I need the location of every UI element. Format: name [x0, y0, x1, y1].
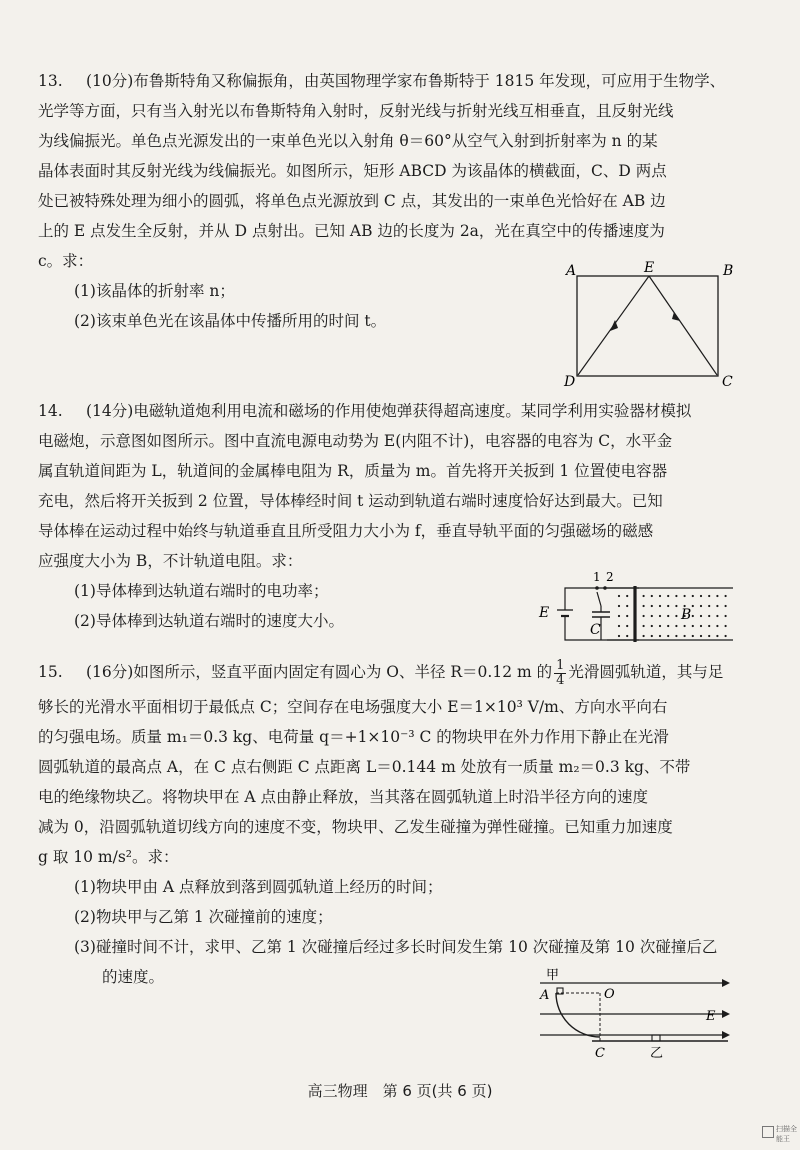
q15-line-1: 够长的光滑水平面相切于最低点 C；空间存在电场强度大小 E＝1×10³ V/m、方向水平向右: [38, 698, 668, 716]
field-dot: [716, 605, 718, 607]
q15-sub-1: (1)物块甲由 A 点释放到落到圆弧轨道上经历的时间；: [74, 878, 443, 896]
q14-line-1: 电磁炮，示意图如图所示。图中直流电源电动势为 E(内阻不计)，电容器的电容为 C，水平金: [38, 432, 673, 450]
field-dot: [716, 595, 718, 597]
rect-abcd: [577, 276, 718, 376]
field-dot: [659, 605, 661, 607]
field-dot: [618, 595, 620, 597]
label-yi: 乙: [650, 1046, 664, 1061]
scanner-watermark: 扫描全能王: [776, 1125, 797, 1143]
field-arrow-2: [722, 1010, 730, 1018]
label-a: A: [540, 988, 550, 1003]
label-a: A: [566, 263, 577, 279]
q13-line-1: 光学等方面，只有当入射光以布鲁斯特角入射时，反射光线与折射光线互相垂直，且反射光线: [38, 102, 674, 120]
field-dot: [684, 625, 686, 627]
field-dot: [651, 605, 653, 607]
q13-line-0: 13. (10分)布鲁斯特角又称偏振角，由英国物理学家布鲁斯特于 1815 年发现，可应用于生物学、: [38, 66, 773, 96]
field-dot: [725, 635, 727, 637]
field-dot: [618, 625, 620, 627]
field-dot: [700, 615, 702, 617]
field-dot: [667, 635, 669, 637]
field-dot: [684, 595, 686, 597]
q15-line-2: 的匀强电场。质量 m₁＝0.3 kg、电荷量 q＝+1×10⁻³ C 的物块甲在外力作用下静止在光滑: [38, 728, 669, 746]
arc-track: [556, 993, 600, 1037]
label-jia: 甲: [546, 968, 560, 983]
switch-contact-1: [595, 586, 599, 590]
q14-sub-2: (2)导体棒到达轨道右端时的速度大小。: [74, 612, 344, 630]
field-dot: [626, 625, 628, 627]
block-yi: [652, 1035, 660, 1041]
q15-line-4: 电的绝缘物块乙。将物块甲在 A 点由静止释放，当其落在圆弧轨道上时沿半径方向的速度: [38, 788, 649, 806]
field-dot: [651, 635, 653, 637]
label-e-field: E: [706, 1009, 716, 1024]
q14-number: 14.: [38, 402, 63, 420]
field-dot: [675, 595, 677, 597]
q15-sub-3a: (3)碰撞时间不计，求甲、乙第 1 次碰撞后经过多长时间发生第 10 次碰撞及第 10 次碰撞后乙: [74, 938, 718, 956]
label-field: B: [681, 607, 692, 623]
field-dot: [708, 625, 710, 627]
field-dot: [716, 615, 718, 617]
arrow-up-left: [672, 312, 680, 321]
q13-line-2: 为线偏振光。单色点光源发出的一束单色光以入射角 θ＝60°从空气入射到折射率为 n 的某: [38, 132, 658, 150]
q14-line-4: 导体棒在运动过程中始终与轨道垂直且所受阻力大小为 f，垂直导轨平面的匀强磁场的磁感: [38, 522, 654, 540]
field-dot: [675, 615, 677, 617]
field-dot: [708, 595, 710, 597]
q13-line-4: 处已被特殊处理为细小的圆弧，将单色点光源放到 C 点，其发出的一束单色光恰好在 AB 边: [38, 192, 666, 210]
field-dot: [692, 625, 694, 627]
q13-sub-2: (2)该束单色光在该晶体中传播所用的时间 t。: [74, 312, 387, 330]
q14-line-3: 充电，然后将开关扳到 2 位置，导体棒经时间 t 运动到轨道右端时速度恰好达到最大。已知: [38, 492, 663, 510]
field-dot: [618, 615, 620, 617]
field-dot: [700, 625, 702, 627]
field-dot: [659, 595, 661, 597]
field-dot: [692, 595, 694, 597]
switch-label-1: 1: [593, 570, 601, 584]
label-c: C: [595, 1046, 605, 1061]
switch-label-2: 2: [606, 570, 614, 584]
field-dot: [725, 605, 727, 607]
q15-figure: [532, 965, 732, 1065]
q14-figure: [535, 568, 735, 650]
q15-line-3: 圆弧轨道的最高点 A，在 C 点右侧距 C 点距离 L＝0.144 m 处放有一质量 m₂＝0.3 kg、不带: [38, 758, 691, 776]
field-dot: [700, 635, 702, 637]
q14-line-2: 属直轨道间距为 L，轨道间的金属棒电阻为 R，质量为 m。首先将开关扳到 1 位置使电容器: [38, 462, 668, 480]
label-emf: E: [539, 605, 550, 621]
field-dot: [675, 625, 677, 627]
field-dot: [626, 605, 628, 607]
q13-line-6: c。求：: [38, 252, 94, 270]
field-dot: [725, 615, 727, 617]
label-b: B: [723, 263, 734, 279]
field-dot: [643, 615, 645, 617]
q15-sub-3b: 的速度。: [102, 968, 165, 986]
field-dot: [716, 635, 718, 637]
scanner-qr-icon: [762, 1126, 774, 1138]
field-dot: [684, 635, 686, 637]
field-dot: [651, 625, 653, 627]
field-dot: [692, 605, 694, 607]
field-dot: [626, 635, 628, 637]
q14-sub-1: (1)导体棒到达轨道右端时的电功率；: [74, 582, 329, 600]
field-dot: [667, 595, 669, 597]
field-dot: [725, 595, 727, 597]
field-dot: [667, 605, 669, 607]
fraction-quarter: $\frac{1}{4}$: [556, 657, 565, 688]
q15-line-6: g 取 10 m/s²。求：: [38, 848, 179, 866]
field-dot: [675, 635, 677, 637]
field-dot: [651, 595, 653, 597]
label-o: O: [604, 987, 615, 1002]
label-e: E: [644, 260, 655, 276]
field-dot: [667, 625, 669, 627]
page-footer: 高三物理 第 6 页(共 6 页): [307, 1082, 493, 1100]
field-dot: [692, 615, 694, 617]
field-dot: [700, 595, 702, 597]
field-dot: [643, 595, 645, 597]
field-dot: [667, 615, 669, 617]
field-dot: [708, 635, 710, 637]
label-c: C: [722, 374, 733, 388]
q13-line-3: 晶体表面时其反射光线为线偏振光。如图所示，矩形 ABCD 为该晶体的横截面，C、D 两点: [38, 162, 667, 180]
q13-figure: [560, 258, 740, 388]
field-dot: [626, 615, 628, 617]
switch-contact-2: [603, 586, 607, 590]
field-dot: [708, 605, 710, 607]
label-capacitor: C: [590, 622, 601, 638]
field-dot: [659, 635, 661, 637]
field-arrow-3: [722, 1031, 730, 1039]
field-dot: [659, 615, 661, 617]
field-dot: [618, 605, 620, 607]
switch-blade: [597, 592, 601, 606]
q15-line-0: 15. (16分)如图所示，竖直平面内固定有圆心为 O、半径 R＝0.12 m 的 $\frac{1}{4}$ 光滑圆弧轨道，其与足: [38, 652, 773, 692]
q13-line-5: 上的 E 点发生全反射，并从 D 点射出。已知 AB 边的长度为 2a，光在真空中的传播速度为: [38, 222, 665, 240]
field-dot: [700, 605, 702, 607]
ray-ce: [649, 276, 717, 375]
field-dot: [626, 595, 628, 597]
field-dot: [643, 635, 645, 637]
field-dot: [651, 615, 653, 617]
q13-sub-1: (1)该晶体的折射率 n；: [74, 282, 235, 300]
field-dot: [708, 615, 710, 617]
question-15: [38, 652, 773, 992]
q14-line-5: 应强度大小为 B，不计轨道电阻。求：: [38, 552, 303, 570]
q13-number: 13.: [38, 72, 63, 90]
field-dot: [618, 635, 620, 637]
q15-number: 15.: [38, 663, 63, 681]
q15-sub-2: (2)物块甲与乙第 1 次碰撞前的速度；: [74, 908, 333, 926]
field-dot: [643, 605, 645, 607]
field-dot: [692, 635, 694, 637]
q15-line-5: 减为 0，沿圆弧轨道切线方向的速度不变，物块甲、乙发生碰撞为弹性碰撞。已知重力加速度: [38, 818, 673, 836]
q14-line-0: 14. (14分)电磁轨道炮利用电流和磁场的作用使炮弹获得超高速度。某同学利用实验器材模拟: [38, 396, 773, 426]
field-dot: [725, 625, 727, 627]
field-dot: [675, 605, 677, 607]
label-d: D: [564, 374, 576, 388]
field-dot: [643, 625, 645, 627]
field-dot: [716, 625, 718, 627]
field-dot: [659, 625, 661, 627]
field-arrow-1: [722, 979, 730, 987]
